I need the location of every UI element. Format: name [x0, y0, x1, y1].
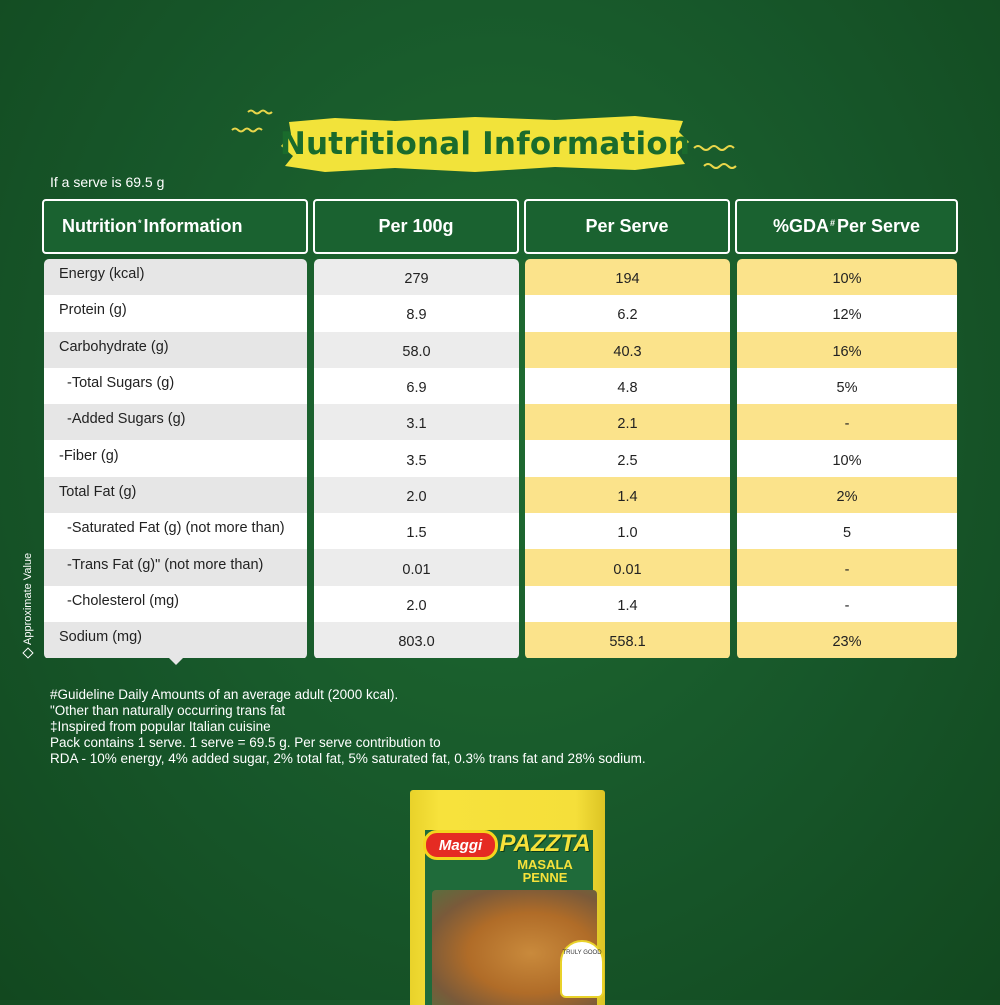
table-cell [525, 332, 730, 368]
table-row [44, 259, 307, 295]
table-cell [525, 404, 730, 440]
nutrient-label: Total Fat (g) [59, 483, 137, 500]
table-cell [314, 259, 519, 295]
nutrient-label: -Trans Fat (g)" (not more than) [67, 556, 264, 573]
nutrient-label: -Saturated Fat (g) (not more than) [67, 520, 285, 537]
nutrient-label: Protein (g) [59, 302, 127, 319]
per-serve-value: 1.4 [617, 597, 638, 614]
header-per-100g-label: Per 100g [378, 216, 454, 236]
table-cell [314, 477, 519, 513]
table-cell [737, 295, 957, 331]
per-100g-value: 2.0 [406, 597, 427, 614]
table-cell [525, 549, 730, 585]
per-serve-value: 6.2 [617, 307, 638, 324]
pack-badge: TRULY GOOD [560, 940, 604, 998]
per-serve-value: 1.0 [617, 525, 638, 542]
table-cell [314, 332, 519, 368]
per-100g-value: 3.1 [406, 416, 427, 433]
per-serve-value: 558.1 [609, 634, 646, 651]
per-serve-value: 0.01 [613, 561, 642, 578]
footnote-line: "Other than naturally occurring trans fat [50, 703, 286, 718]
pasta-decoration-icon [690, 140, 760, 180]
header-per-100g [313, 199, 519, 254]
gda-value: - [844, 561, 850, 578]
table-cell [525, 368, 730, 404]
table-cell [314, 622, 519, 658]
nutrient-label: -Total Sugars (g) [67, 375, 175, 392]
table-cell [525, 513, 730, 549]
gda-value: 10% [832, 271, 862, 288]
nutrient-label: -Cholesterol (mg) [67, 592, 179, 609]
nutrient-label: Energy (kcal) [59, 266, 145, 283]
gda-value: 23% [832, 634, 862, 651]
table-cell [737, 259, 957, 295]
gda-value: - [844, 597, 850, 614]
gda-value: 10% [832, 452, 862, 469]
diamond-icon [22, 647, 33, 658]
header-nutrition-label: Nutrition [62, 216, 137, 236]
table-row [44, 332, 307, 368]
per-serve-value: 40.3 [613, 343, 642, 360]
table-cell [525, 440, 730, 476]
per-serve-value: 194 [615, 271, 640, 288]
table-cell [314, 586, 519, 622]
per-100g-value: 8.9 [406, 307, 427, 324]
title-banner [275, 112, 695, 176]
table-cell [737, 404, 957, 440]
nutrient-label: Carbohydrate (g) [59, 338, 169, 355]
table-cell [525, 259, 730, 295]
table-row [44, 368, 307, 404]
table-cell [737, 368, 957, 404]
gda-value: 16% [832, 343, 862, 360]
table-row [44, 440, 307, 476]
table-row [44, 404, 307, 440]
table-cell [525, 477, 730, 513]
approximate-value-label [22, 553, 34, 657]
table-cell [737, 477, 957, 513]
gda-value: 5% [836, 380, 858, 397]
table-cell [314, 549, 519, 585]
table-cell [525, 622, 730, 658]
header-nutrition-rest: Information [143, 216, 243, 236]
header-nutrition [42, 199, 308, 254]
table-cell [314, 513, 519, 549]
table-row [44, 295, 307, 331]
gda-value: 12% [832, 307, 862, 324]
table-cell [314, 295, 519, 331]
pack-subtitle [490, 858, 600, 884]
table-cell [737, 549, 957, 585]
footnote-line: Pack contains 1 serve. 1 serve = 69.5 g. Per serve contribution to [50, 735, 441, 750]
table-row [44, 513, 307, 549]
table-row [44, 586, 307, 622]
table-cell [737, 586, 957, 622]
label-column-pointer [168, 657, 184, 665]
per-100g-value: 279 [404, 271, 429, 288]
per-100g-value: 6.9 [406, 380, 427, 397]
gda-value: 2% [836, 488, 858, 505]
pack-brand: PAZZTA [499, 830, 591, 857]
page-title: Nutritional Information [279, 126, 691, 162]
header-gda-rest: Per Serve [836, 216, 921, 236]
gda-value: - [844, 416, 850, 433]
pack-subtitle-line: MASALA [517, 857, 573, 872]
approximate-value-text: Approximate Value [22, 552, 34, 645]
gda-value: 5 [842, 525, 852, 542]
table-row [44, 477, 307, 513]
nutrient-label: -Added Sugars (g) [67, 411, 186, 428]
header-per-serve-label: Per Serve [585, 216, 669, 236]
pasta-decoration-icon [228, 108, 288, 138]
table-cell [737, 440, 957, 476]
header-per-serve [524, 199, 730, 254]
per-100g-value: 3.5 [406, 452, 427, 469]
table-cell [314, 440, 519, 476]
table-cell [525, 586, 730, 622]
per-serve-value: 2.1 [617, 416, 638, 433]
header-nutrition-mark: * [137, 217, 142, 228]
per-serve-value: 1.4 [617, 488, 638, 505]
per-100g-value: 2.0 [406, 488, 427, 505]
table-cell [737, 622, 957, 658]
pack-subtitle-line: PENNE [522, 870, 568, 885]
nutrient-label-column [44, 259, 307, 659]
footnote-line: #Guideline Daily Amounts of an average adult (2000 kcal). [50, 687, 399, 702]
pack-logo: Maggi [423, 830, 498, 860]
gda-column [737, 259, 957, 659]
product-pack-image [410, 790, 605, 1005]
header-gda-per-serve [735, 199, 958, 254]
per-100g-value: 0.01 [402, 561, 431, 578]
footnotes [50, 687, 646, 767]
table-row [44, 549, 307, 585]
per-100g-value: 58.0 [402, 343, 431, 360]
nutrient-label: -Fiber (g) [59, 447, 119, 464]
per-serve-value: 2.5 [617, 452, 638, 469]
table-cell [314, 404, 519, 440]
table-cell [525, 295, 730, 331]
per-serve-value: 4.8 [617, 380, 638, 397]
per-100g-column [314, 259, 519, 659]
serve-size-note: If a serve is 69.5 g [50, 174, 165, 190]
per-100g-value: 1.5 [406, 525, 427, 542]
footnote-line: RDA - 10% energy, 4% added sugar, 2% total fat, 5% saturated fat, 0.3% trans fat and 28% sodium. [50, 751, 646, 766]
per-100g-value: 803.0 [398, 634, 435, 651]
table-cell [737, 332, 957, 368]
header-gda-prefix: %GDA [772, 216, 829, 236]
nutrient-label: Sodium (mg) [59, 629, 142, 646]
table-row [44, 622, 307, 658]
header-gda-mark: # [829, 217, 835, 228]
table-cell [314, 368, 519, 404]
footnote-line: ‡Inspired from popular Italian cuisine [50, 719, 271, 734]
table-cell [737, 513, 957, 549]
per-serve-column [525, 259, 730, 659]
